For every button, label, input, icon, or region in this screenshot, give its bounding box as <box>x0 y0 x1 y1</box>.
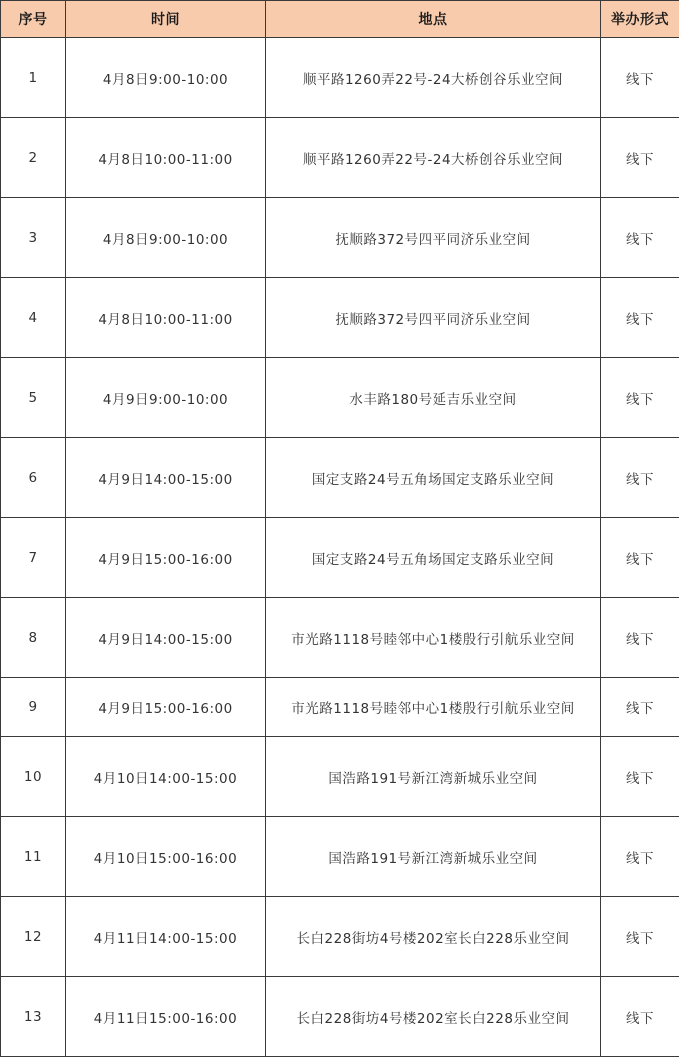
table-row <box>1 38 679 118</box>
cell-location: 顺平路1260弄22号-24大桥创谷乐业空间 <box>266 38 601 118</box>
cell-time: 4月10日14:00-15:00 <box>66 737 266 817</box>
table-header <box>1 1 679 38</box>
table-row <box>1 278 679 358</box>
cell-number: 3 <box>1 198 66 278</box>
header-location: 地点 <box>266 1 601 38</box>
cell-time: 4月8日9:00-10:00 <box>66 38 266 118</box>
cell-time: 4月9日14:00-15:00 <box>66 598 266 678</box>
cell-number: 2 <box>1 118 66 198</box>
table-body <box>1 38 679 1057</box>
cell-location: 市光路1118号睦邻中心1楼殷行引航乐业空间 <box>266 598 601 678</box>
cell-number: 11 <box>1 817 66 897</box>
cell-time: 4月9日15:00-16:00 <box>66 518 266 598</box>
table-row <box>1 977 679 1057</box>
cell-time: 4月11日14:00-15:00 <box>66 897 266 977</box>
cell-format: 线下 <box>601 118 679 198</box>
cell-format: 线下 <box>601 278 679 358</box>
header-number: 序号 <box>1 1 66 38</box>
cell-format: 线下 <box>601 38 679 118</box>
table-row <box>1 118 679 198</box>
header-time: 时间 <box>66 1 266 38</box>
cell-number: 10 <box>1 737 66 817</box>
cell-format: 线下 <box>601 817 679 897</box>
cell-number: 7 <box>1 518 66 598</box>
cell-number: 8 <box>1 598 66 678</box>
cell-number: 4 <box>1 278 66 358</box>
cell-format: 线下 <box>601 518 679 598</box>
cell-number: 12 <box>1 897 66 977</box>
cell-format: 线下 <box>601 598 679 678</box>
cell-time: 4月9日15:00-16:00 <box>66 678 266 737</box>
cell-location: 水丰路180号延吉乐业空间 <box>266 358 601 438</box>
cell-location: 顺平路1260弄22号-24大桥创谷乐业空间 <box>266 118 601 198</box>
table-row <box>1 678 679 737</box>
cell-number: 5 <box>1 358 66 438</box>
cell-time: 4月9日9:00-10:00 <box>66 358 266 438</box>
cell-time: 4月8日10:00-11:00 <box>66 278 266 358</box>
cell-location: 长白228街坊4号楼202室长白228乐业空间 <box>266 977 601 1057</box>
cell-time: 4月9日14:00-15:00 <box>66 438 266 518</box>
cell-location: 抚顺路372号四平同济乐业空间 <box>266 198 601 278</box>
cell-format: 线下 <box>601 358 679 438</box>
table-row <box>1 358 679 438</box>
cell-location: 国浩路191号新江湾新城乐业空间 <box>266 737 601 817</box>
table-row <box>1 198 679 278</box>
cell-format: 线下 <box>601 897 679 977</box>
cell-format: 线下 <box>601 198 679 278</box>
cell-format: 线下 <box>601 737 679 817</box>
cell-time: 4月8日10:00-11:00 <box>66 118 266 198</box>
table-row <box>1 518 679 598</box>
cell-location: 长白228街坊4号楼202室长白228乐业空间 <box>266 897 601 977</box>
cell-location: 国浩路191号新江湾新城乐业空间 <box>266 817 601 897</box>
table-row <box>1 897 679 977</box>
cell-number: 9 <box>1 678 66 737</box>
table-row <box>1 438 679 518</box>
table-row <box>1 817 679 897</box>
header-format: 举办形式 <box>601 1 679 38</box>
cell-time: 4月8日9:00-10:00 <box>66 198 266 278</box>
cell-location: 国定支路24号五角场国定支路乐业空间 <box>266 438 601 518</box>
cell-location: 抚顺路372号四平同济乐业空间 <box>266 278 601 358</box>
cell-number: 13 <box>1 977 66 1057</box>
cell-location: 市光路1118号睦邻中心1楼殷行引航乐业空间 <box>266 678 601 737</box>
cell-time: 4月10日15:00-16:00 <box>66 817 266 897</box>
cell-location: 国定支路24号五角场国定支路乐业空间 <box>266 518 601 598</box>
table-row <box>1 737 679 817</box>
cell-number: 1 <box>1 38 66 118</box>
cell-format: 线下 <box>601 977 679 1057</box>
cell-format: 线下 <box>601 678 679 737</box>
cell-number: 6 <box>1 438 66 518</box>
cell-format: 线下 <box>601 438 679 518</box>
table-row <box>1 598 679 678</box>
header-row <box>1 1 679 38</box>
cell-time: 4月11日15:00-16:00 <box>66 977 266 1057</box>
